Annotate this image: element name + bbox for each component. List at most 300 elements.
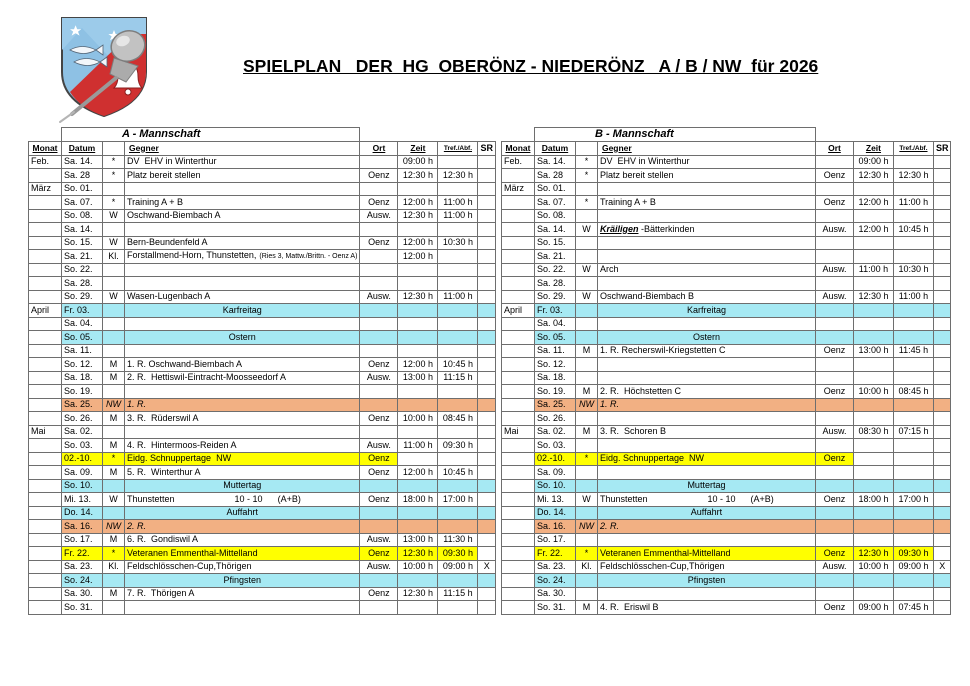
schedule-row [501, 155, 951, 169]
monat-cell [29, 250, 62, 264]
datum-cell: Sa. 04. [62, 317, 103, 331]
sr-cell [933, 304, 951, 318]
monat-cell [501, 169, 534, 183]
col-header-gegner: Gegner [125, 142, 360, 156]
monat-cell [501, 452, 534, 466]
sr-cell [933, 331, 951, 345]
monat-cell [29, 560, 62, 574]
tref-cell [893, 587, 933, 601]
code-cell: M [575, 601, 597, 615]
gegner-cell [125, 263, 360, 277]
monat-cell [29, 601, 62, 615]
gegner-cell [597, 169, 815, 183]
zeit-cell: 11:00 h [853, 263, 893, 277]
opponent-text: Ostern [692, 331, 720, 342]
sr-cell [933, 547, 951, 561]
sr-cell [933, 182, 951, 196]
ort-cell [360, 385, 398, 399]
code-cell [575, 182, 597, 196]
sr-cell [478, 317, 496, 331]
schedule-row [501, 169, 951, 183]
opponent-text: -Bätterkinden [638, 223, 695, 234]
datum-cell: So. 08. [534, 209, 575, 223]
monat-cell: Feb. [501, 155, 534, 169]
ort-cell [360, 155, 398, 169]
tref-cell [893, 331, 933, 345]
tref-cell [438, 425, 478, 439]
ort-cell [360, 277, 398, 291]
ort-cell [815, 520, 853, 534]
ort-cell [815, 439, 853, 453]
monat-cell [501, 263, 534, 277]
opponent-text: Platz bereit stellen [599, 169, 674, 180]
ort-cell: Ausw. [360, 371, 398, 385]
code-cell: * [103, 196, 125, 210]
schedule-row [29, 169, 496, 183]
schedule-row [501, 398, 951, 412]
datum-cell: Sa. 18. [534, 371, 575, 385]
zeit-cell [853, 371, 893, 385]
datum-cell: So. 05. [534, 331, 575, 345]
schedule-row [501, 601, 951, 615]
ort-cell [360, 304, 398, 318]
datum-cell: So. 12. [62, 358, 103, 372]
schedule-row [501, 236, 951, 250]
schedule-row [501, 250, 951, 264]
datum-cell: Sa. 02. [534, 425, 575, 439]
monat-cell [501, 439, 534, 453]
sr-cell [478, 533, 496, 547]
tref-cell [438, 250, 478, 264]
code-cell [575, 236, 597, 250]
datum-cell: Sa. 11. [62, 344, 103, 358]
sr-cell [933, 358, 951, 372]
sr-cell [478, 223, 496, 237]
gegner-cell [125, 358, 360, 372]
sr-cell [933, 506, 951, 520]
ort-cell: Oenz [360, 236, 398, 250]
schedule-row [501, 587, 951, 601]
schedule-row [29, 263, 496, 277]
datum-cell: So. 10. [534, 479, 575, 493]
code-cell: Kl. [575, 560, 597, 574]
col-header-code [103, 142, 125, 156]
monat-cell [501, 317, 534, 331]
ort-cell [815, 479, 853, 493]
code-cell: NW [575, 398, 597, 412]
schedule-row [501, 182, 951, 196]
ort-cell: Ausw. [815, 290, 853, 304]
gegner-cell [597, 439, 815, 453]
code-cell: M [103, 412, 125, 426]
tref-cell: 12:30 h [893, 169, 933, 183]
gegner-cell [597, 533, 815, 547]
code-cell [575, 412, 597, 426]
schedule-row [29, 601, 496, 615]
datum-cell: So. 29. [534, 290, 575, 304]
schedule-row [29, 304, 496, 318]
sr-cell [478, 236, 496, 250]
monat-cell [29, 331, 62, 345]
monat-cell [29, 358, 62, 372]
ort-cell: Oenz [360, 412, 398, 426]
gegner-cell [125, 587, 360, 601]
code-cell: M [103, 371, 125, 385]
gegner-cell [125, 169, 360, 183]
code-cell [575, 574, 597, 588]
ort-cell: Oenz [815, 344, 853, 358]
monat-cell [29, 209, 62, 223]
gegner-cell [125, 452, 360, 466]
zeit-cell: 12:00 h [398, 196, 438, 210]
ort-cell [815, 574, 853, 588]
zeit-cell [398, 182, 438, 196]
monat-cell [29, 290, 62, 304]
tref-cell: 11:00 h [438, 290, 478, 304]
code-cell: W [575, 493, 597, 507]
tref-cell [438, 344, 478, 358]
datum-cell: Sa. 02. [62, 425, 103, 439]
code-cell: * [575, 169, 597, 183]
schedule-row [29, 547, 496, 561]
datum-cell: Sa. 21. [534, 250, 575, 264]
datum-cell: Fr. 03. [534, 304, 575, 318]
monat-cell [29, 263, 62, 277]
zeit-cell [853, 520, 893, 534]
tref-cell [893, 574, 933, 588]
ort-cell [360, 223, 398, 237]
sr-cell [478, 277, 496, 291]
monat-cell [29, 344, 62, 358]
zeit-cell [398, 479, 438, 493]
sr-cell [478, 196, 496, 210]
tref-cell [893, 236, 933, 250]
gegner-cell [125, 412, 360, 426]
gegner-cell [597, 223, 815, 237]
schedule-row [29, 587, 496, 601]
gegner-cell [125, 506, 360, 520]
datum-cell: Sa. 28 [534, 169, 575, 183]
ort-cell [360, 520, 398, 534]
opponent-text: 4. R. Eriswil B [599, 601, 659, 612]
opponent-text: 1. R. [127, 399, 147, 410]
zeit-cell [853, 304, 893, 318]
gegner-cell [597, 250, 815, 264]
code-cell: M [103, 439, 125, 453]
col-header-sr: SR [478, 142, 496, 156]
schedule-row [29, 506, 496, 520]
schedule-row [29, 196, 496, 210]
gegner-cell [597, 317, 815, 331]
zeit-cell [853, 506, 893, 520]
datum-cell: Sa. 25. [62, 398, 103, 412]
ort-cell [815, 587, 853, 601]
zeit-cell [398, 601, 438, 615]
gegner-cell [597, 385, 815, 399]
opponent-text: Platz bereit stellen [127, 169, 201, 180]
monat-cell [29, 196, 62, 210]
datum-cell: Sa. 30. [534, 587, 575, 601]
monat-cell [501, 385, 534, 399]
datum-cell: Mi. 13. [62, 493, 103, 507]
sr-cell [933, 533, 951, 547]
datum-cell: So. 26. [534, 412, 575, 426]
code-cell: M [103, 587, 125, 601]
opponent-text: 7. R. Thörigen A [127, 588, 195, 599]
club-crest [30, 10, 180, 124]
zeit-cell [398, 317, 438, 331]
monat-cell [29, 452, 62, 466]
gegner-cell [125, 479, 360, 493]
ort-cell [815, 466, 853, 480]
sr-cell [478, 439, 496, 453]
tref-cell: 11:00 h [438, 196, 478, 210]
zeit-cell [398, 223, 438, 237]
schedule-row [29, 412, 496, 426]
monat-cell [29, 547, 62, 561]
sr-cell [933, 196, 951, 210]
code-cell [575, 358, 597, 372]
zeit-cell [398, 263, 438, 277]
sr-cell [478, 466, 496, 480]
tref-cell: 11:30 h [438, 533, 478, 547]
sr-cell [478, 493, 496, 507]
zeit-cell [398, 425, 438, 439]
sr-cell [478, 250, 496, 264]
sr-cell [933, 223, 951, 237]
monat-cell [501, 290, 534, 304]
gegner-cell [597, 466, 815, 480]
sr-cell [933, 398, 951, 412]
tref-cell [893, 506, 933, 520]
zeit-cell [853, 398, 893, 412]
gegner-cell [125, 601, 360, 615]
opponent-text: Feldschlösschen-Cup,Thörigen [599, 561, 725, 572]
sr-cell: X [478, 560, 496, 574]
sr-cell [478, 547, 496, 561]
datum-cell: So. 24. [62, 574, 103, 588]
datum-cell: So. 17. [534, 533, 575, 547]
gegner-cell [125, 290, 360, 304]
sr-cell [933, 439, 951, 453]
datum-cell: So. 15. [534, 236, 575, 250]
opponent-text: Eidg. Schnuppertage NW [127, 453, 232, 464]
tref-cell: 11:00 h [893, 196, 933, 210]
monat-cell [29, 587, 62, 601]
tref-cell: 08:45 h [893, 385, 933, 399]
zeit-cell: 18:00 h [853, 493, 893, 507]
sr-cell [478, 506, 496, 520]
opponent-text: 1. R. Oschwand-Biembach A [127, 358, 243, 369]
datum-cell: 02.-10. [534, 452, 575, 466]
datum-cell: Sa. 09. [534, 466, 575, 480]
sr-cell [933, 479, 951, 493]
code-cell: * [575, 452, 597, 466]
schedule-row [29, 371, 496, 385]
monat-cell [501, 223, 534, 237]
tref-cell [893, 466, 933, 480]
tref-cell: 10:45 h [893, 223, 933, 237]
opponent-text: Oschwand-Biembach B [599, 291, 694, 302]
monat-cell [29, 236, 62, 250]
sr-cell [478, 452, 496, 466]
opponent-text: DV EHV in Winterthur [127, 156, 217, 167]
tref-cell: 09:00 h [893, 560, 933, 574]
gegner-cell [125, 398, 360, 412]
ort-cell: Ausw. [360, 209, 398, 223]
opponent-text: Thunstetten 10 - 10 (A+B) [599, 493, 774, 504]
opponent-text: Pfingsten [223, 574, 261, 585]
monat-cell [501, 277, 534, 291]
zeit-cell: 18:00 h [398, 493, 438, 507]
opponent-text: Training A + B [599, 196, 656, 207]
code-cell: NW [103, 398, 125, 412]
code-cell [103, 574, 125, 588]
ort-cell [360, 317, 398, 331]
code-cell [103, 182, 125, 196]
ort-cell: Ausw. [360, 533, 398, 547]
code-cell [103, 317, 125, 331]
code-cell: * [575, 155, 597, 169]
schedule-row [501, 506, 951, 520]
column-header-row [29, 142, 496, 156]
sr-cell [933, 520, 951, 534]
tref-cell [893, 304, 933, 318]
schedule-row [29, 155, 496, 169]
code-cell [103, 277, 125, 291]
tref-cell [438, 331, 478, 345]
tref-cell: 07:15 h [893, 425, 933, 439]
gegner-cell [125, 493, 360, 507]
code-cell [103, 425, 125, 439]
code-cell [575, 506, 597, 520]
col-header-datum: Datum [62, 142, 103, 156]
zeit-cell: 10:00 h [853, 385, 893, 399]
datum-cell: Fr. 22. [534, 547, 575, 561]
ort-cell: Oenz [360, 493, 398, 507]
zeit-cell: 12:30 h [398, 290, 438, 304]
ort-cell [815, 533, 853, 547]
tref-cell [438, 317, 478, 331]
schedule-row [501, 358, 951, 372]
sr-cell [478, 209, 496, 223]
ort-cell [360, 506, 398, 520]
gegner-cell [597, 371, 815, 385]
gegner-cell [597, 560, 815, 574]
code-cell [575, 317, 597, 331]
schedule-row [501, 290, 951, 304]
schedule-row [29, 344, 496, 358]
gegner-cell [125, 371, 360, 385]
zeit-cell: 12:00 h [853, 196, 893, 210]
schedule-row [29, 277, 496, 291]
tref-cell [893, 250, 933, 264]
tref-cell [893, 317, 933, 331]
sr-cell [933, 425, 951, 439]
tref-cell: 11:15 h [438, 587, 478, 601]
opponent-text: Muttertag [687, 480, 726, 491]
ort-cell: Ausw. [360, 290, 398, 304]
schedule-row [29, 425, 496, 439]
gegner-cell [597, 479, 815, 493]
code-cell [575, 466, 597, 480]
tref-cell: 11:15 h [438, 371, 478, 385]
ort-cell: Oenz [360, 452, 398, 466]
gegner-cell [125, 209, 360, 223]
code-cell [103, 223, 125, 237]
sr-cell [933, 412, 951, 426]
opponent-text: 6. R. Gondiswil A [127, 534, 199, 545]
code-cell: W [103, 209, 125, 223]
datum-cell: So. 03. [534, 439, 575, 453]
gegner-cell [597, 290, 815, 304]
col-header-monat: Monat [501, 142, 534, 156]
gegner-cell [125, 533, 360, 547]
datum-cell: Mi. 13. [534, 493, 575, 507]
datum-cell: So. 26. [62, 412, 103, 426]
monat-cell [29, 506, 62, 520]
monat-cell [501, 358, 534, 372]
gegner-cell [597, 358, 815, 372]
schedule-row [29, 290, 496, 304]
code-cell: * [575, 196, 597, 210]
code-cell [575, 304, 597, 318]
ort-cell [360, 263, 398, 277]
schedule-row [29, 493, 496, 507]
tref-cell: 09:30 h [438, 439, 478, 453]
schedule-row [29, 250, 496, 264]
schedule-row [29, 520, 496, 534]
schedule-row [501, 277, 951, 291]
code-cell [103, 263, 125, 277]
opponent-text: Pfingsten [687, 574, 726, 585]
monat-cell [501, 371, 534, 385]
ort-cell: Oenz [360, 466, 398, 480]
code-cell: W [103, 290, 125, 304]
code-cell: M [103, 533, 125, 547]
ort-cell [815, 358, 853, 372]
sr-cell [478, 479, 496, 493]
tref-cell [438, 479, 478, 493]
gegner-cell [125, 317, 360, 331]
ort-cell [815, 277, 853, 291]
zeit-cell [853, 236, 893, 250]
table-b-title: B - Mannschaft [534, 128, 815, 142]
gegner-cell [125, 304, 360, 318]
code-cell: * [103, 547, 125, 561]
gegner-cell [597, 452, 815, 466]
datum-cell: So. 22. [62, 263, 103, 277]
sr-cell [478, 331, 496, 345]
schedule-row [501, 425, 951, 439]
tref-cell [438, 506, 478, 520]
ort-cell [815, 236, 853, 250]
zeit-cell [398, 506, 438, 520]
opponent-text: Bern-Beundenfeld A [127, 237, 208, 248]
sr-cell [478, 371, 496, 385]
opponent-text: Karfreitag [686, 304, 726, 315]
datum-cell: So. 10. [62, 479, 103, 493]
datum-cell: Sa. 14. [62, 223, 103, 237]
datum-cell: Sa. 23. [62, 560, 103, 574]
ort-cell [360, 601, 398, 615]
monat-cell [501, 520, 534, 534]
tref-cell: 17:00 h [893, 493, 933, 507]
monat-cell [501, 344, 534, 358]
gegner-cell [597, 547, 815, 561]
zeit-cell [853, 574, 893, 588]
schedule-row [501, 479, 951, 493]
